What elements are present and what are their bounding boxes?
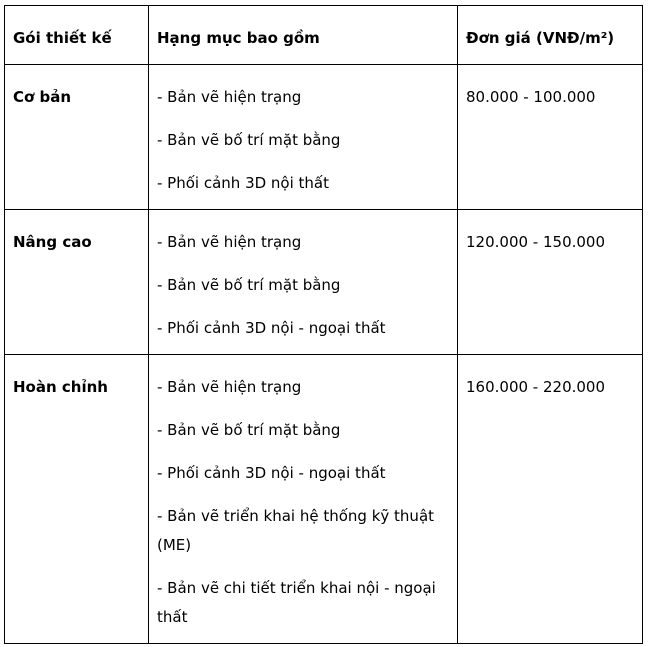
items-cell: [149, 210, 458, 355]
table-row: [5, 210, 643, 355]
pricing-table: [4, 5, 643, 644]
list-item: - Bản vẽ bố trí mặt bằng: [157, 421, 341, 439]
header-price: Đơn giá (VNĐ/m²): [458, 6, 643, 65]
items-cell: [149, 355, 458, 644]
package-name: Hoàn chỉnh: [5, 355, 149, 644]
list-item: - Phối cảnh 3D nội - ngoại thất: [157, 464, 386, 482]
price-cell: 80.000 - 100.000: [458, 65, 643, 210]
list-item: - Bản vẽ hiện trạng: [157, 378, 302, 396]
header-package: Gói thiết kế: [5, 6, 149, 65]
items-cell: [149, 65, 458, 210]
list-item: - Bản vẽ bố trí mặt bằng: [157, 131, 341, 149]
table-header-row: [5, 6, 643, 65]
price-cell: 160.000 - 220.000: [458, 355, 643, 644]
list-item: - Bản vẽ triển khai hệ thống kỹ thuật (ME): [157, 507, 435, 554]
list-item: - Bản vẽ bố trí mặt bằng: [157, 276, 341, 294]
header-items: Hạng mục bao gồm: [149, 6, 458, 65]
package-name: Nâng cao: [5, 210, 149, 355]
list-item: - Bản vẽ hiện trạng: [157, 88, 302, 106]
list-item: - Phối cảnh 3D nội thất: [157, 174, 330, 192]
list-item: - Phối cảnh 3D nội - ngoại thất: [157, 319, 386, 337]
list-item: - Bản vẽ chi tiết triển khai nội - ngoại thất: [157, 579, 436, 626]
list-item: - Bản vẽ hiện trạng: [157, 233, 302, 251]
table-row: [5, 355, 643, 644]
price-cell: 120.000 - 150.000: [458, 210, 643, 355]
package-name: Cơ bản: [5, 65, 149, 210]
table-row: [5, 65, 643, 210]
